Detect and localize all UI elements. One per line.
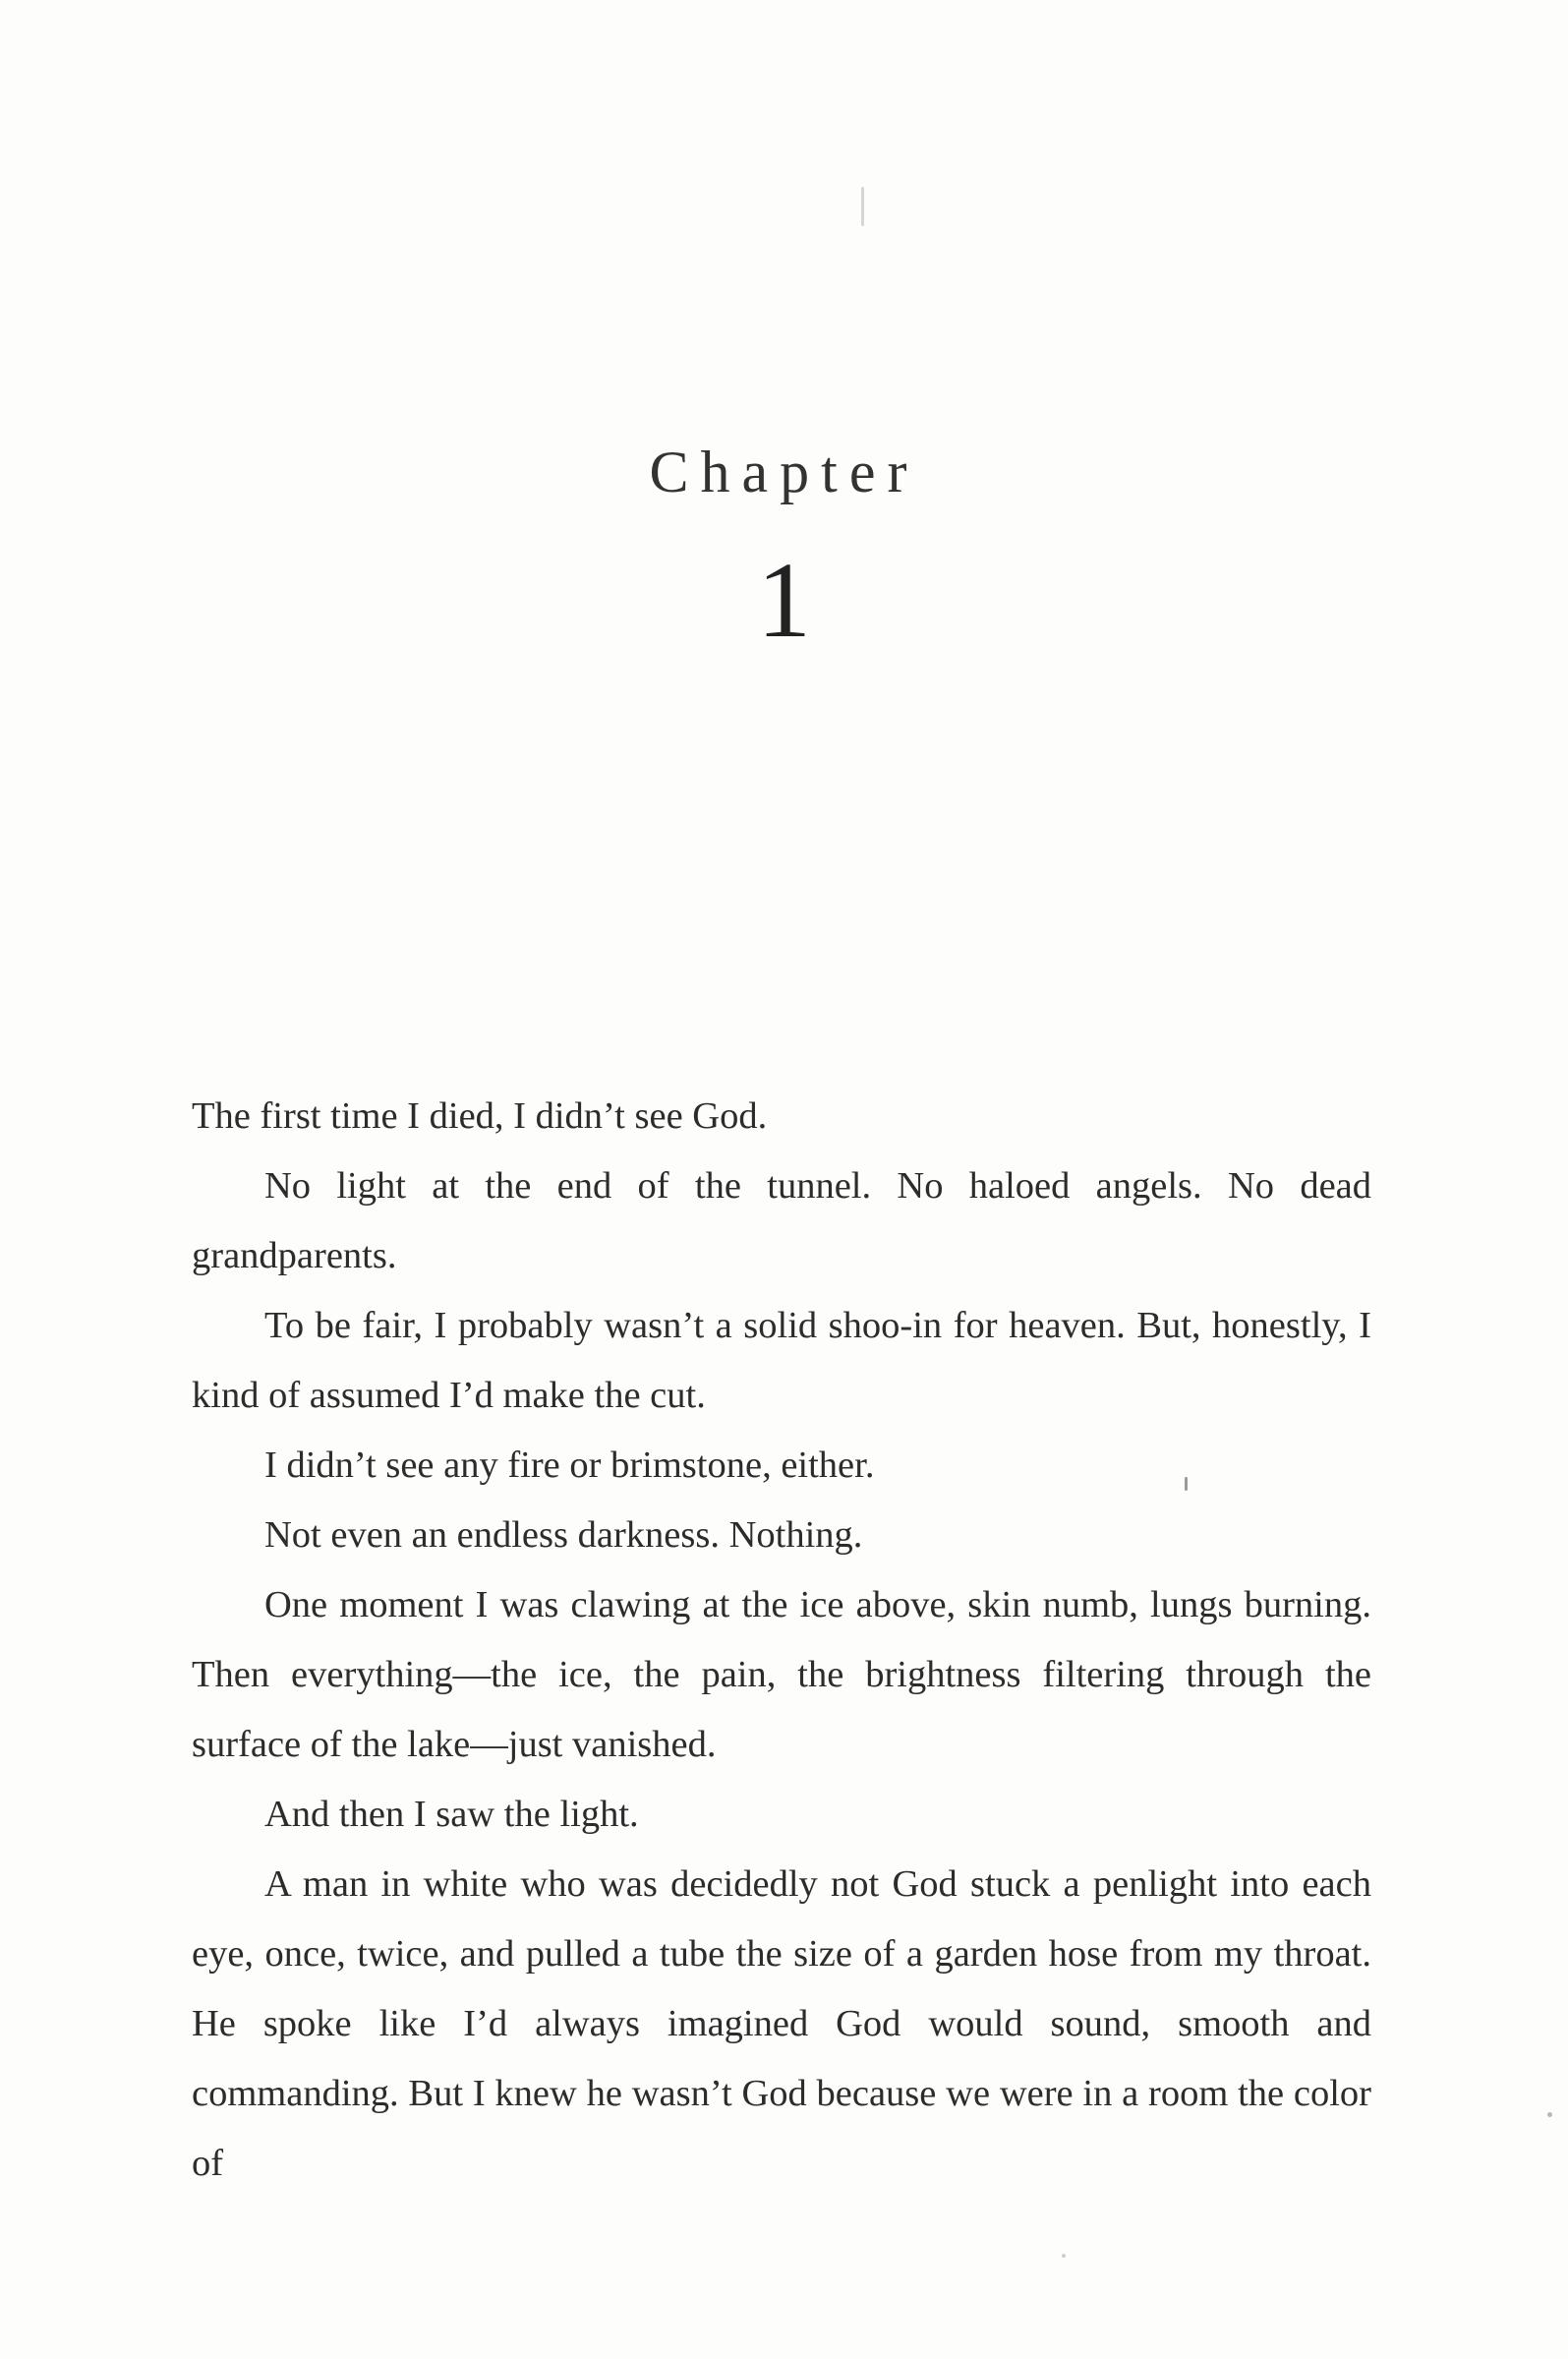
- scan-speck: [861, 187, 864, 226]
- paragraph-6: One moment I was clawing at the ice above, skin numb, lungs burning. Then everything—the ice, the pain, the brightness filtering through the surface of the lake—just vanished.: [192, 1584, 1371, 1765]
- scan-speck: [1185, 1477, 1188, 1491]
- paragraph-3: To be fair, I probably wasn’t a solid shoo-in for heaven. But, honestly, I kind of assumed I’d make the cut.: [192, 1305, 1371, 1416]
- scan-speck: [1547, 2112, 1552, 2117]
- paragraph-4: I didn’t see any fire or brimstone, either.: [264, 1445, 875, 1486]
- chapter-body: [192, 1082, 1371, 2199]
- scan-speck: [1062, 2254, 1066, 2258]
- chapter-number: 1: [757, 540, 811, 660]
- paragraph-2: No light at the end of the tunnel. No haloed angels. No dead grandparents.: [192, 1165, 1371, 1276]
- chapter-label: Chapter: [649, 440, 919, 504]
- paragraph-5: Not even an endless darkness. Nothing.: [264, 1514, 863, 1556]
- paragraph-8: A man in white who was decidedly not God stuck a penlight into each eye, once, twice, and pulled a tube the size of a garden hose from my throat. He spoke like I’d always imagined God would sound, smooth and commanding. But I knew he wasn’t God because we were in a room the color of: [192, 1863, 1371, 2184]
- paragraph-7: And then I saw the light.: [264, 1794, 639, 1835]
- paragraph-1: The first time I died, I didn’t see God.: [192, 1095, 768, 1137]
